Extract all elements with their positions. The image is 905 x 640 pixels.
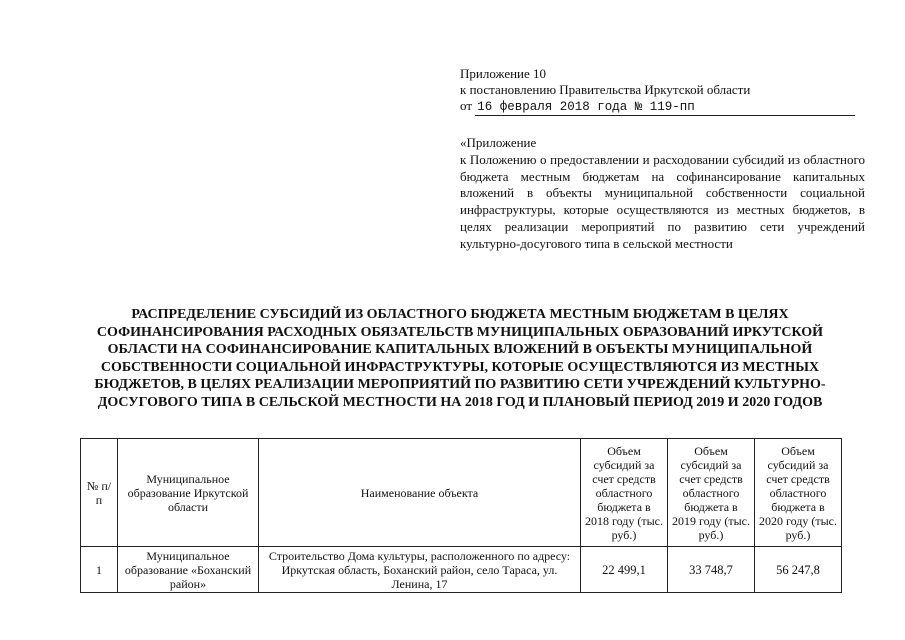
- regulation-heading: «Приложение: [460, 135, 537, 150]
- table-header-row: [81, 439, 842, 547]
- subsidy-allocation-table: [80, 438, 842, 593]
- resolution-date-number: 16 февраля 2018 года № 119-пп: [475, 99, 855, 116]
- appendix-number: Приложение 10: [460, 66, 547, 81]
- resolution-date-line: [460, 98, 860, 116]
- regulation-block: [460, 135, 865, 253]
- cell-2019: 33 748,7: [668, 547, 755, 593]
- resolution-reference: к постановлению Правительства Иркутской области: [460, 82, 751, 97]
- table-row: [81, 547, 842, 593]
- cell-num: 1: [81, 547, 118, 593]
- header-num: № п/п: [81, 439, 118, 547]
- header-2018: Объем субсидий за счет средств областного бюджета в 2018 году (тыс. руб.): [581, 439, 668, 547]
- approval-block: [460, 66, 860, 116]
- header-2019: Объем субсидий за счет средств областного бюджета в 2019 году (тыс. руб.): [668, 439, 755, 547]
- date-prefix: от: [460, 98, 473, 113]
- cell-municipality: Муниципальное образование «Боханский район»: [118, 547, 259, 593]
- header-2020: Объем субсидий за счет средств областного бюджета в 2020 году (тыс. руб.): [755, 439, 842, 547]
- cell-2018: 22 499,1: [581, 547, 668, 593]
- cell-2020: 56 247,8: [755, 547, 842, 593]
- cell-object: Строительство Дома культуры, расположенного по адресу: Иркутская область, Боханский район, село Тараса, ул. Ленина, 17: [259, 547, 581, 593]
- regulation-text: к Положению о предоставлении и расходовании субсидий из областного бюджета местным бюджетам на софинансирование капитальных вложений в объекты муниципальной собственности социальной инфраструктуры, которые осуществляются из местных бюджетов, в целях реализации мероприятий по развитию сети учреждений культурно-досугового типа в сельской местности: [460, 151, 865, 251]
- header-municipality: Муниципальное образование Иркутской области: [118, 439, 259, 547]
- header-object: Наименование объекта: [259, 439, 581, 547]
- document-title: РАСПРЕДЕЛЕНИЕ СУБСИДИЙ ИЗ ОБЛАСТНОГО БЮДЖЕТА МЕСТНЫМ БЮДЖЕТАМ В ЦЕЛЯХ СОФИНАНСИРОВАНИЯ РАСХОДНЫХ ОБЯЗАТЕЛЬСТВ МУНИЦИПАЛЬНЫХ ОБРАЗОВАНИЙ ИРКУТСКОЙ ОБЛАСТИ НА СОФИНАНСИРОВАНИЕ КАПИТАЛЬНЫХ ВЛОЖЕНИЙ В ОБЪЕКТЫ МУНИЦИПАЛЬНОЙ СОБСТВЕННОСТИ СОЦИАЛЬНОЙ ИНФРАСТРУКТУРЫ, КОТОРЫЕ ОСУЩЕСТВЛЯЮТСЯ ИЗ МЕСТНЫХ БЮДЖЕТОВ, В ЦЕЛЯХ РЕАЛИЗАЦИИ МЕРОПРИЯТИЙ ПО РАЗВИТИЮ СЕТИ УЧРЕЖДЕНИЙ КУЛЬТУРНО-ДОСУГОВОГО ТИПА В СЕЛЬСКОЙ МЕСТНОСТИ НА 2018 ГОД И ПЛАНОВЫЙ ПЕРИОД 2019 И 2020 ГОДОВ: [94, 307, 826, 410]
